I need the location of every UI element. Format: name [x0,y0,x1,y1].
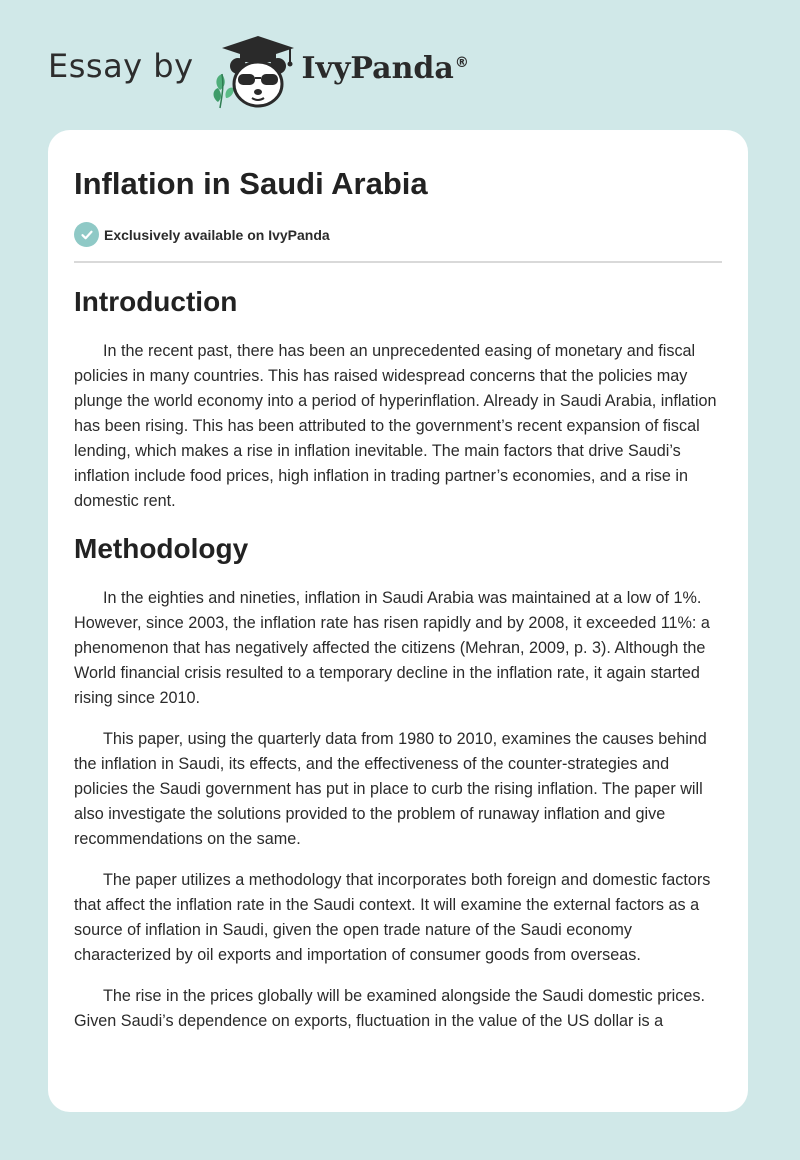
section-heading-introduction: Introduction [74,286,238,317]
essay-by-label: Essay by [48,47,194,85]
paragraph: This paper, using the quarterly data from 1980 to 2010, examines the causes behind the inflation in Saudi, its effects, and the effectiveness of the counter-strategies and policies the Saudi government has put in place to curb the rising inflation. The paper will also investigate the solutions provided to the problem of runaway inflation and give recommendations on the same. [74,730,707,848]
section-heading-methodology: Methodology [74,533,249,564]
paragraph: In the eighties and nineties, inflation in Saudi Arabia was maintained at a low of 1%. However, since 2003, the inflation rate has risen rapidly and by 2008, it exceeded 11%: a phenomenon that has negatively affected the citizens (Mehran, 2009, p. 3). Although the World financial crisis resulted to a temporary decline in the inflation rate, it again started rising since 2010. [74,589,710,707]
essay-body [74,285,722,1050]
essay-title: Inflation in Saudi Arabia [74,166,428,201]
brand-header[interactable] [48,32,469,112]
paragraph: In the recent past, there has been an unprecedented easing of monetary and fiscal policies in many countries. This has raised widespread concerns that the policies may plunge the world economy into a period of hyperinflation. Already in Saudi Arabia, inflation has been rising. This has been attributed to the government’s recent expansion of fiscal lending, which makes a rise in inflation inevitable. The main factors that drive Saudi’s inflation include food prices, high inflation in trading partner’s economies, and a rise in domestic rent. [74,342,717,510]
panda-logo-icon [208,32,300,112]
paragraph: The rise in the prices globally will be examined alongside the Saudi domestic prices. Given Saudi’s dependence on exports, fluctuation in the value of the US dollar is a [74,987,705,1030]
title-divider [74,261,722,263]
checkmark-icon [74,222,99,247]
exclusive-badge [74,222,330,247]
brand-name: IvyPanda® [301,50,469,86]
exclusive-badge-text: Exclusively available on IvyPanda [104,226,330,243]
paragraph: The paper utilizes a methodology that incorporates both foreign and domestic factors that affect the inflation rate in the Saudi context. It will examine the external factors as a source of inflation in Saudi, given the open trade nature of the Saudi economy characterized by oil exports and importation of consumer goods from overseas. [74,871,711,964]
essay-card [48,130,748,1112]
